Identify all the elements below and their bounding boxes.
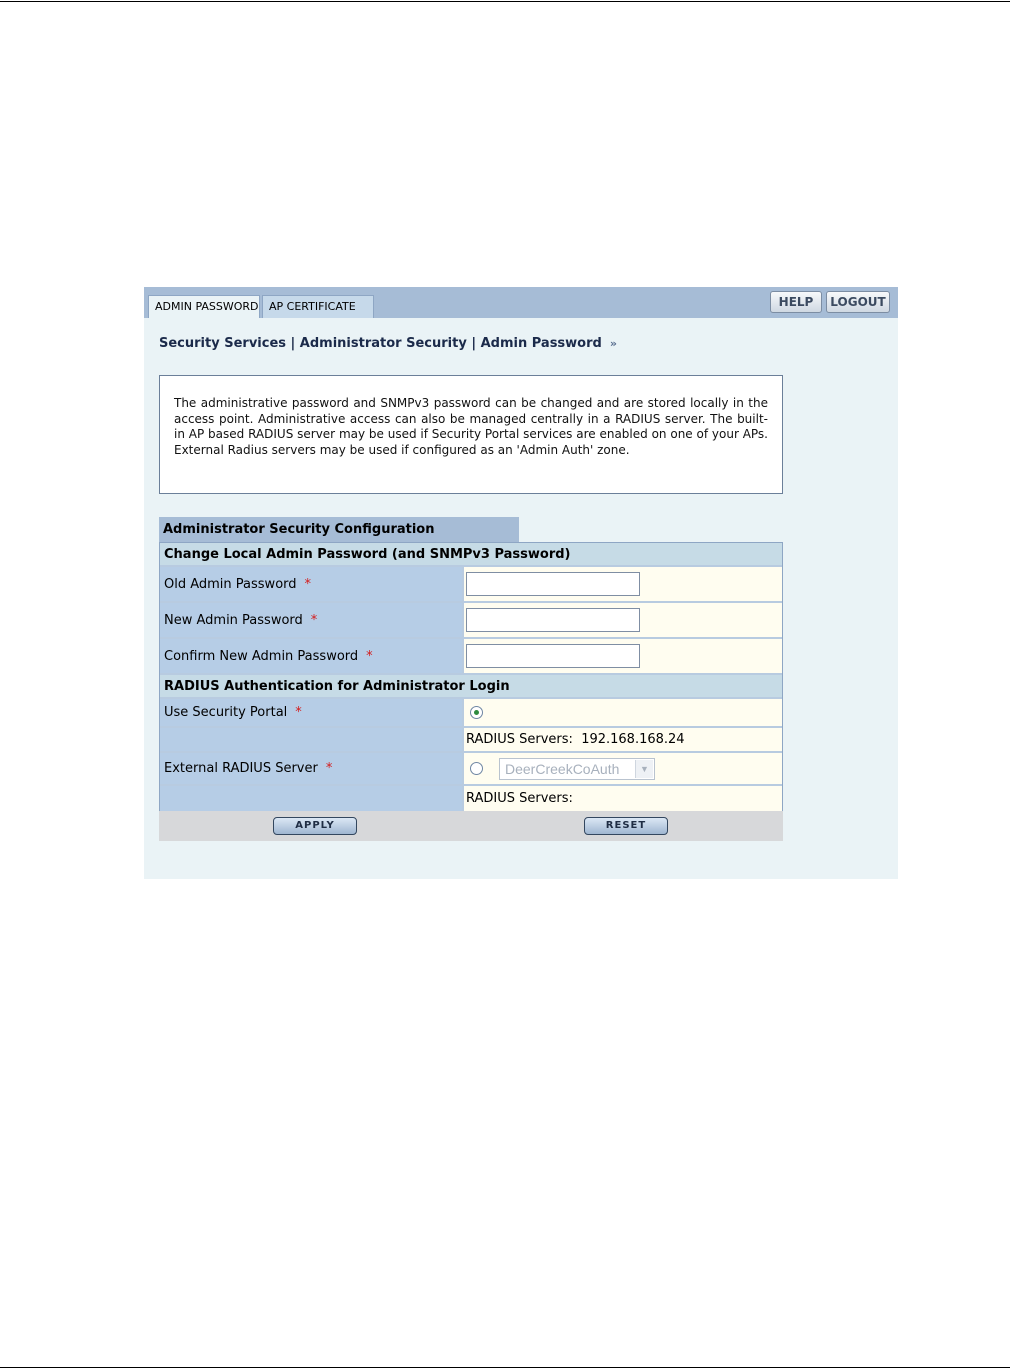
new-password-label-text: New Admin Password xyxy=(164,612,303,628)
section-radius-auth-label: RADIUS Authentication for Administrator Login xyxy=(164,678,510,694)
breadcrumb-text: Security Services | Administrator Security | Admin Password xyxy=(159,336,602,351)
section-change-password xyxy=(160,543,782,567)
security-portal-servers-text: RADIUS Servers: 192.168.168.24 xyxy=(466,732,685,747)
external-radius-label-text: External RADIUS Server xyxy=(164,761,318,776)
security-portal-cell xyxy=(464,699,782,726)
page-top-rule xyxy=(0,1,1010,2)
section-radius-auth xyxy=(160,675,782,699)
empty-label-cell xyxy=(160,728,464,751)
confirm-password-row xyxy=(160,639,782,675)
top-bar xyxy=(144,287,898,318)
security-portal-servers-cell xyxy=(464,728,782,751)
external-radius-row xyxy=(160,753,782,786)
old-password-input[interactable] xyxy=(466,572,640,596)
tab-admin-password[interactable]: ADMIN PASSWORD xyxy=(148,295,260,318)
old-password-cell xyxy=(464,567,782,601)
chevron-down-icon: ▼ xyxy=(635,760,653,778)
breadcrumb xyxy=(159,336,617,351)
config-grid xyxy=(159,542,783,812)
external-radius-servers-text: RADIUS Servers: xyxy=(466,791,573,806)
action-bar xyxy=(159,811,783,841)
help-button[interactable]: HELP xyxy=(770,291,822,313)
security-portal-radio[interactable] xyxy=(470,706,483,719)
tab-ap-certificate[interactable]: AP CERTIFICATE xyxy=(262,295,374,318)
config-title: Administrator Security Configuration xyxy=(159,517,519,542)
required-asterisk: * xyxy=(304,576,312,592)
external-radius-cell xyxy=(464,753,782,784)
confirm-password-cell xyxy=(464,639,782,673)
info-box xyxy=(159,375,783,494)
external-radius-servers-cell xyxy=(464,786,782,811)
security-portal-servers-row xyxy=(160,728,782,753)
security-portal-label-text: Use Security Portal xyxy=(164,705,288,720)
external-radius-select-value: DeerCreekCoAuth xyxy=(505,760,620,777)
external-radius-select[interactable] xyxy=(499,758,655,780)
new-password-label xyxy=(160,603,464,637)
security-portal-row xyxy=(160,699,782,728)
app-panel xyxy=(144,287,898,879)
reset-button[interactable]: RESET xyxy=(584,817,668,835)
empty-label-cell xyxy=(160,786,464,811)
old-password-row xyxy=(160,567,782,603)
security-portal-label xyxy=(160,699,464,726)
logout-button[interactable]: LOGOUT xyxy=(826,291,890,313)
apply-button[interactable]: APPLY xyxy=(273,817,357,835)
old-password-label xyxy=(160,567,464,601)
page-bottom-rule xyxy=(0,1367,1010,1368)
required-asterisk: * xyxy=(325,761,333,776)
confirm-password-label xyxy=(160,639,464,673)
required-asterisk: * xyxy=(366,648,373,664)
new-password-cell xyxy=(464,603,782,637)
required-asterisk: * xyxy=(310,612,318,628)
info-text: The administrative password and SNMPv3 password can be changed and are stored locally in the access point. Administrative access can also be managed centrally in a RADIUS server. The built-in AP based RADIUS server may be used if Security Portal services are enabled on one of your APs. External Radius servers may be used if configured as an 'Admin Auth' zone. xyxy=(174,396,768,457)
section-change-password-label: Change Local Admin Password (and SNMPv3 Password) xyxy=(164,546,571,562)
new-password-row xyxy=(160,603,782,639)
confirm-password-input[interactable] xyxy=(466,644,640,668)
new-password-input[interactable] xyxy=(466,608,640,632)
confirm-password-label-text: Confirm New Admin Password xyxy=(164,648,359,664)
double-chevron-right-icon: » xyxy=(609,337,617,350)
required-asterisk: * xyxy=(295,705,302,720)
external-radius-label xyxy=(160,753,464,784)
old-password-label-text: Old Admin Password xyxy=(164,576,297,592)
external-radius-servers-row xyxy=(160,786,782,811)
external-radius-radio[interactable] xyxy=(470,762,483,775)
